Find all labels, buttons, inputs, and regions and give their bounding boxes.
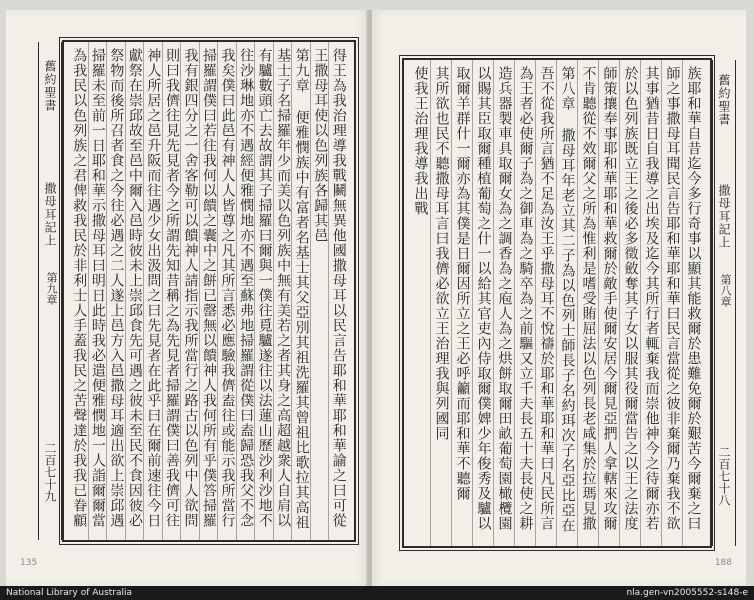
left-text-column: 基士子名掃羅年少而美以色列族中無有美若之者其身之高超越衆人自肩以: [275, 48, 292, 528]
left-text-column: 為我民以色列族之君俾救我民於非利士人手蓋我民之苦聲達於我我已眷顧: [71, 48, 88, 528]
right-text-column: 取爾羊群什一爾亦為其僕是日爾因所立之王必呼籲而耶和華不聽爾: [454, 66, 471, 501]
right-header-strip: [712, 60, 736, 546]
left-section-title: 撒母耳記上: [43, 182, 57, 247]
column-rule: [88, 42, 89, 540]
right-text-column: 於以色列族既立王之後必多徵斂奪其子女以服其役爾當告之以王之法度: [622, 66, 639, 531]
right-page: [372, 10, 746, 586]
column-rule: [430, 60, 431, 546]
column-rule: [125, 42, 126, 540]
right-text-column: 第八章 撒母耳年老立其二子為以色列士師長子名約珥次子名亞比亞在: [559, 66, 576, 533]
column-rule: [199, 42, 200, 540]
right-text-column: 為王者必使爾子為之御車為之騎卒為之前驅又立千夫長五十夫長使之耕: [517, 66, 534, 531]
right-shelf-mark: 188: [714, 558, 732, 568]
archive-id: nla.gen-vn2005552-s148-e: [626, 588, 748, 598]
left-text-column: 得王為我治理導我戰鬭無異他國撒母耳以民言告耶和華耶和華諭之曰可從: [330, 48, 347, 528]
column-rule: [310, 42, 311, 540]
left-text-column: 我矣僕曰此邑有神人人皆尊之凡其所言悉必應驗我儕盍往或能示我所當行: [219, 48, 236, 528]
left-text-column: 獻祭在崇邱故至邑中爾入邑時彼未上崇邱食先可遇之彼未至民不食因彼必: [126, 48, 143, 528]
right-text-column: 族耶和華自昔迄今多行奇事以顯其能救爾於患難免爾於艱苦今爾棄之曰: [685, 66, 702, 531]
column-rule: [254, 42, 255, 540]
left-text-column: 神人所居之邑升阪而往遇少女出汲問之曰先見者在此乎曰在爾前速往今日: [145, 48, 162, 528]
column-rule: [217, 42, 218, 540]
right-text-column: 以賜其臣取爾種植葡萄之什一以給其官吏內侍取爾僕婢少年俊秀及驢以: [475, 66, 492, 531]
right-text-column: 造兵器製車具取爾女為之調香為之庖人為之烘餅取爾田畝葡萄園橄欖園: [496, 66, 513, 531]
column-rule: [577, 60, 578, 546]
column-rule: [143, 42, 144, 540]
right-page-frame: [402, 58, 732, 548]
left-text-column: 有驢數頭亡去故謂其子掃羅曰爾與一僕往覓驢遂往以法蓮山歷沙利沙地不: [256, 48, 273, 528]
left-page-frame: [43, 40, 356, 542]
column-rule: [291, 42, 292, 540]
left-text-column: 王撒母耳使以色列族各歸其邑: [312, 48, 329, 243]
left-chapter-label: 第九章: [45, 272, 58, 305]
right-text-column: 不肯聽從不效爾父之所為惟利是嗜受賄屈法以色列長老咸集於拉瑪見撒: [580, 66, 597, 531]
left-page: [6, 10, 368, 586]
left-text-column: 掃羅謂僕曰若往我何以饋之囊中之餅已罄無以饋神人我何所有乎僕答掃羅: [201, 48, 217, 528]
right-book-title: 舊約聖書: [717, 74, 731, 126]
archive-name: National Library of Australia: [6, 588, 133, 598]
right-text-column: 使我王治理我導我出戰: [412, 66, 429, 216]
left-page-number: 二百七十九: [43, 442, 57, 502]
left-text-column: 祭物而後所召者食之今往必遇之二人遂上邑方入邑撒母耳適出欲上崇邱遇: [108, 48, 125, 528]
archive-footer: [0, 586, 754, 600]
column-rule: [640, 60, 641, 546]
right-text-column: 師之事撒母耳聞民言告耶和華耶和華曰民言當從之彼非棄爾乃棄我不欲: [664, 66, 681, 531]
left-text-column: 掃羅未至前一日耶和華示撒母耳曰明日此時我必遣便雅憫地一人詣爾爾當: [89, 48, 106, 528]
left-text-column: 往沙琳地亦不遇經便雅憫地亦不遇至蘇弗地掃羅謂從僕曰盍歸恐我父不念: [238, 48, 255, 528]
column-rule: [180, 42, 181, 540]
column-rule: [451, 60, 452, 546]
column-rule: [682, 60, 683, 546]
column-rule: [106, 42, 107, 540]
right-chapter-label: 第八章: [719, 274, 732, 307]
left-book-title: 舊約聖書: [43, 60, 57, 112]
column-rule: [162, 42, 163, 540]
left-shelf-mark: 135: [20, 558, 38, 568]
column-rule: [535, 60, 536, 546]
column-rule: [493, 60, 494, 546]
column-rule: [328, 42, 329, 540]
left-header-strip: [38, 42, 62, 540]
column-rule: [273, 42, 274, 540]
left-text-column: 則曰我儕往見先見者今之所謂先知昔稱之為先見者掃羅謂僕曰善我儕可往: [163, 48, 180, 528]
column-rule: [514, 60, 515, 546]
column-rule: [661, 60, 662, 546]
right-text-column: 吾不從我所言猶不足為汝王乎撒母耳不悅禱於耶和華耶和華曰凡民所言: [538, 66, 555, 531]
right-text-column: 師策攘奉事耶和華耶和華救爾於敵手使爾安居今爾見亞捫人拿轄來攻爾: [601, 66, 618, 531]
right-text-column: 其所欲也民不聽撒母耳言曰我儕必欲立王治理我與列國同: [433, 66, 450, 441]
right-section-title: 撒母耳記上: [717, 184, 731, 249]
column-rule: [619, 60, 620, 546]
column-rule: [236, 42, 237, 540]
column-rule: [598, 60, 599, 546]
column-rule: [556, 60, 557, 546]
right-text-column: 其事猶昔日自我導之出埃及迄今其所行者輒棄我而崇他神今之待爾亦若: [643, 66, 660, 531]
left-text-column: 第九章 便雅憫族中有富者名基士其父亞別其祖洗羅其曾祖比歌拉其高祖: [293, 48, 310, 530]
right-page-number: 二百七十八: [717, 446, 731, 506]
left-text-column: 我有銀四分之一舍客勒可以饋神人請指示我所當行之路古以色列中人欲問: [182, 48, 199, 528]
column-rule: [472, 60, 473, 546]
